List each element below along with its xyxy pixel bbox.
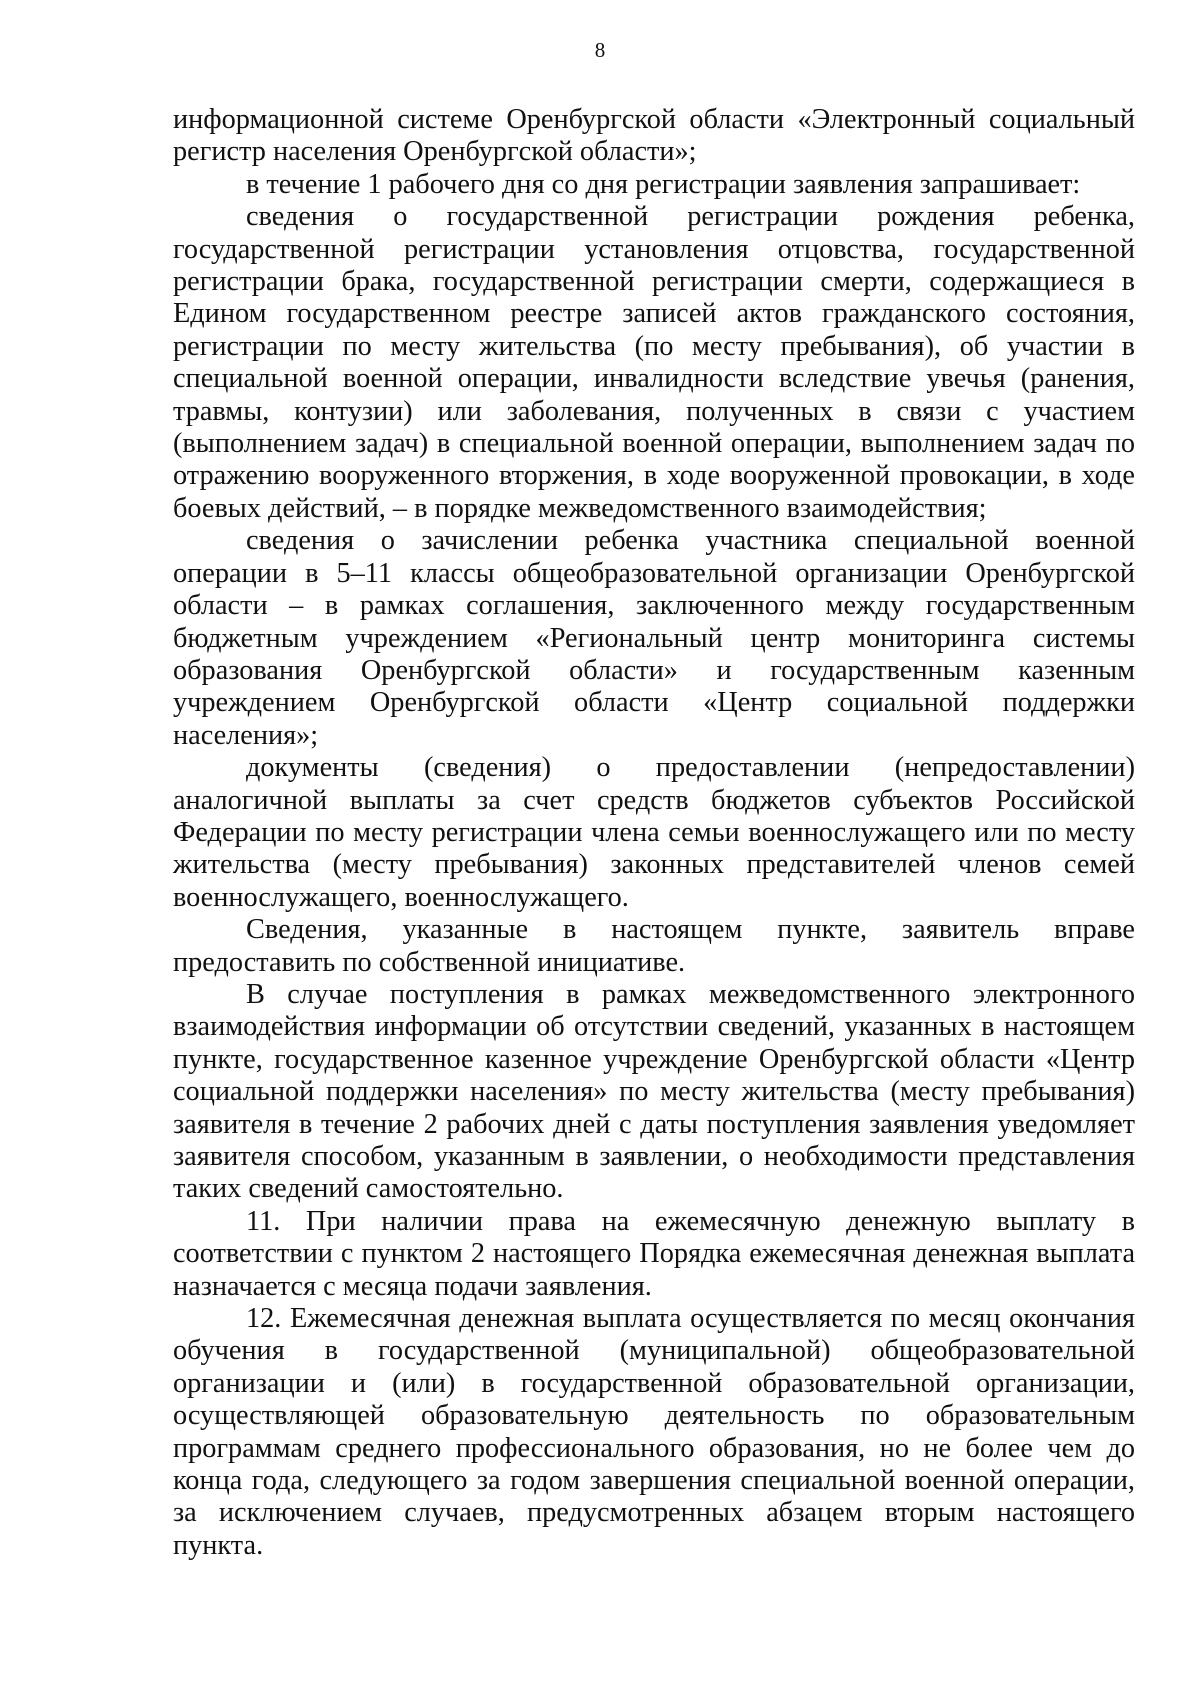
document-body	[173, 104, 1135, 1562]
paragraph-analogous-payment-docs: документы (сведения) о предоставлении (непредоставлении) аналогичной выплаты за счет средств бюджетов субъектов Российской Федерации по месту регистрации члена семьи военнослужащего или по месту жительства (месту пребывания) законных представителей членов семей военнослужащего, военнослужащего.	[173, 752, 1135, 913]
paragraph-school-enrollment-info: сведения о зачислении ребенка участника специальной военной операции в 5–11 классы общеобразовательной организации Оренбургской области – в рамках соглашения, заключенного между государственным бюджетным учреждением «Региональный центр мониторинга системы образования Оренбургской области» и государственным казенным учреждением Оренбургской области «Центр социальной поддержки населения»;	[173, 525, 1135, 751]
paragraph-own-initiative: Сведения, указанные в настоящем пункте, заявитель вправе предоставить по собственной инициативе.	[173, 914, 1135, 978]
page-number: 8	[594, 38, 606, 62]
paragraph-civil-registry-info: сведения о государственной регистрации рождения ребенка, государственной регистрации установления отцовства, государственной регистрации брака, государственной регистрации смерти, содержащиеся в Едином государственном реестре записей актов гражданского состояния, регистрации по месту жительства (по месту пребывания), об участии в специальной военной операции, инвалидности вследствие увечья (ранения, травмы, контузии) или заболевания, полученных в связи с участием (выполнением задач) в специальной военной операции, выполнением задач по отражению вооруженного вторжения, в ходе вооруженной провокации, в ходе боевых действий, – в порядке межведомственного взаимодействия;	[173, 201, 1135, 524]
paragraph-missing-info-notice: В случае поступления в рамках межведомственного электронного взаимодействия информации об отсутствии сведений, указанных в настоящем пункте, государственное казенное учреждение Оренбургской области «Центр социальной поддержки населения» по месту жительства (месту пребывания) заявителя в течение 2 рабочих дней с даты поступления заявления уведомляет заявителя способом, указанным в заявлении, о необходимости представления таких сведений самостоятельно.	[173, 978, 1135, 1205]
paragraph-registry-continuation: информационной системе Оренбургской области «Электронный социальный регистр населения Оренбургской области»;	[173, 104, 1135, 168]
paragraph-request-intro: в течение 1 рабочего дня со дня регистрации заявления запрашивает:	[246, 168, 1081, 200]
paragraph-clause-11: 11. При наличии права на ежемесячную денежную выплату в соответствии с пунктом 2 настоящего Порядка ежемесячная денежная выплата назначается с месяца подачи заявления.	[173, 1205, 1135, 1302]
paragraph-clause-12: 12. Ежемесячная денежная выплата осуществляется по месяц окончания обучения в государственной (муниципальной) общеобразовательной организации и (или) в государственной образовательной организации, осуществляющей образовательную деятельность по образовательным программам среднего профессионального образования, но не более чем до конца года, следующего за годом завершения специальной военной операции, за исключением случаев, предусмотренных абзацем вторым настоящего пункта.	[173, 1303, 1135, 1561]
